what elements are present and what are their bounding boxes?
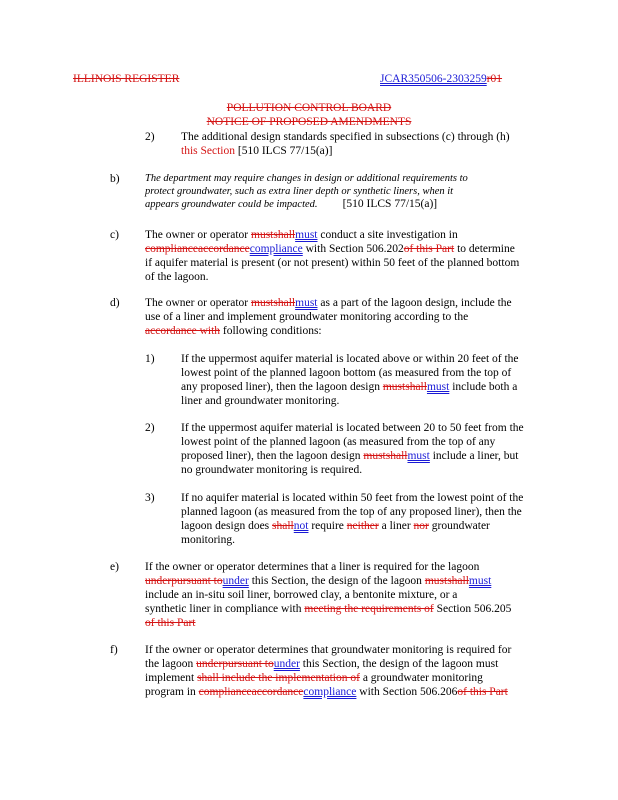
text-run: accordance xyxy=(198,243,250,255)
text-run: with Section 506.206 xyxy=(356,686,458,698)
text-line xyxy=(181,519,585,533)
text-run: shall xyxy=(385,450,408,462)
jcar-code xyxy=(380,72,502,86)
text-run: Section 506.205 xyxy=(433,603,512,615)
text-run: appears groundwater could be impacted. xyxy=(145,199,318,210)
item-2-label: 2) xyxy=(145,131,155,143)
text-run: implement xyxy=(145,672,198,684)
text-line: protect groundwater, such as extra liner depth or synthetic liners, when it xyxy=(145,186,454,197)
text-run: proposed liner), then the lagoon design xyxy=(181,450,364,462)
text-run: shall xyxy=(447,575,469,587)
text-run: [510 ILCS 77/15(a)] xyxy=(235,145,333,157)
text-line xyxy=(145,602,585,616)
item-b-citation: [510 ILCS 77/15(a)] xyxy=(342,198,438,210)
text-run: must xyxy=(426,381,450,393)
sub-2-text xyxy=(181,421,585,477)
item-c-label: c) xyxy=(110,229,119,241)
text-run: NOTICE OF PROPOSED AMENDMENTS xyxy=(206,116,412,128)
text-run: compliance xyxy=(249,243,303,255)
text-run: under xyxy=(273,658,300,670)
text-line xyxy=(145,574,585,588)
text-run: include a liner, but xyxy=(429,450,519,462)
text-line: use of a liner and implement groundwater monitoring according to the xyxy=(145,311,469,323)
text-line xyxy=(145,198,565,211)
text-line: The additional design standards specified in subsections (c) through (h) xyxy=(181,131,510,143)
register-name-deleted: ILLINOIS REGISTER xyxy=(73,73,180,85)
item-f-text xyxy=(145,643,585,699)
text-line xyxy=(181,380,585,394)
text-run: compliance xyxy=(145,243,199,255)
text-run: under xyxy=(222,575,249,587)
text-line: planned lagoon (as measured from the top of any proposed liner), then the xyxy=(181,506,522,518)
text-run: following conditions: xyxy=(220,325,322,337)
text-run: this Section, the design of the lagoon xyxy=(248,575,425,587)
text-run: this Section xyxy=(181,145,235,157)
text-run: any proposed liner), then the lagoon design xyxy=(181,381,383,393)
text-run: must xyxy=(251,297,274,309)
text-line xyxy=(145,616,585,630)
text-run: must xyxy=(468,575,492,587)
text-run: conduct a site investigation in xyxy=(317,229,458,241)
text-line: lowest point of the planned lagoon bottom (as measured from the top of xyxy=(181,367,512,379)
text-run: shall xyxy=(273,229,296,241)
text-line xyxy=(145,657,585,671)
item-e-label: e) xyxy=(110,561,119,573)
text-run: with Section 506.202 xyxy=(302,243,404,255)
text-line xyxy=(145,324,585,338)
sub-1-label: 1) xyxy=(145,353,155,365)
text-run: a groundwater monitoring xyxy=(359,672,483,684)
text-line: of the lagoon. xyxy=(145,271,209,283)
text-run: accordance xyxy=(251,686,304,698)
text-run: groundwater xyxy=(428,520,490,532)
item-e-text xyxy=(145,560,585,630)
item-2-text xyxy=(181,130,581,158)
item-b-label: b) xyxy=(110,173,120,185)
jcar-code-deleted: r01 xyxy=(486,73,503,85)
text-line: include an in-situ soil liner, borrowed clay, a bentonite mixture, or a xyxy=(145,589,458,601)
text-line xyxy=(181,144,581,158)
text-run: The owner or operator xyxy=(145,229,252,241)
text-run: this Section, the design of the lagoon must xyxy=(299,658,499,670)
text-run: program in xyxy=(145,686,199,698)
text-run: shall xyxy=(405,381,427,393)
text-run: of this Part xyxy=(145,617,196,629)
text-run: to determine xyxy=(454,243,515,255)
text-run: a liner xyxy=(378,520,414,532)
item-b-text xyxy=(145,172,565,211)
text-line: If the owner or operator determines that groundwater monitoring is required for xyxy=(145,644,512,656)
jcar-code-inserted: JCAR350506-2303259 xyxy=(380,73,487,85)
text-run: not xyxy=(293,520,309,532)
text-run: shall include the implementation of xyxy=(197,672,360,684)
text-run: synthetic liner in compliance with xyxy=(145,603,305,615)
text-line xyxy=(145,228,585,242)
sub-3-text xyxy=(181,491,585,547)
board-title xyxy=(0,101,618,115)
text-run: must xyxy=(363,450,386,462)
text-run: of this Part xyxy=(403,243,455,255)
text-line xyxy=(145,685,585,699)
text-run: must xyxy=(424,575,448,587)
register-header xyxy=(73,72,179,86)
text-line: no groundwater monitoring is required. xyxy=(181,464,363,476)
text-run: under xyxy=(145,575,172,587)
text-line: if aquifer material is present (or not present) within 50 feet of the planned bottom xyxy=(145,257,520,269)
text-line xyxy=(181,449,585,463)
text-line xyxy=(145,242,585,256)
text-run: lagoon design does xyxy=(181,520,273,532)
text-line: monitoring. xyxy=(181,534,235,546)
text-run: POLLUTION CONTROL BOARD xyxy=(226,102,392,114)
text-line: If the owner or operator determines that a liner is required for the lagoon xyxy=(145,561,480,573)
text-run: compliance xyxy=(198,686,252,698)
text-run: must xyxy=(295,297,318,309)
text-run: of this Part xyxy=(457,686,508,698)
text-run: must xyxy=(251,229,274,241)
text-run: pursuant to xyxy=(171,575,223,587)
text-run: must xyxy=(295,229,318,241)
text-line: If the uppermost aquifer material is located between 20 to 50 feet from the xyxy=(181,422,524,434)
text-line: The department may require changes in design or additional requirements to xyxy=(145,173,468,184)
text-line xyxy=(145,296,585,310)
text-run: compliance xyxy=(303,686,357,698)
text-run: must xyxy=(407,450,430,462)
sub-1-text xyxy=(181,352,585,408)
text-run: the lagoon xyxy=(145,658,197,670)
text-line: liner and groundwater monitoring. xyxy=(181,395,340,407)
text-run: include both a xyxy=(449,381,518,393)
item-f-label: f) xyxy=(110,644,118,656)
text-run: require xyxy=(308,520,347,532)
sub-2-label: 2) xyxy=(145,422,155,434)
text-run: under xyxy=(196,658,223,670)
sub-3-label: 3) xyxy=(145,492,155,504)
text-line: lowest point of the planned lagoon (as measured from the top of any xyxy=(181,436,496,448)
text-run: meeting the requirements of xyxy=(304,603,434,615)
text-line xyxy=(145,671,585,685)
item-d-text xyxy=(145,296,585,338)
text-run: pursuant to xyxy=(222,658,274,670)
item-d-label: d) xyxy=(110,297,120,309)
notice-title xyxy=(0,115,618,129)
item-c-text xyxy=(145,228,585,284)
text-line: If the uppermost aquifer material is located above or within 20 feet of the xyxy=(181,353,519,365)
text-run: shall xyxy=(272,520,294,532)
text-run: neither xyxy=(346,520,379,532)
text-run: accordance with xyxy=(145,325,221,337)
text-run: shall xyxy=(273,297,296,309)
text-line: If no aquifer material is located within 50 feet from the lowest point of the xyxy=(181,492,524,504)
text-run: nor xyxy=(413,520,429,532)
text-run: must xyxy=(382,381,406,393)
text-run: as a part of the lagoon design, include the xyxy=(317,297,512,309)
text-run: The owner or operator xyxy=(145,297,252,309)
